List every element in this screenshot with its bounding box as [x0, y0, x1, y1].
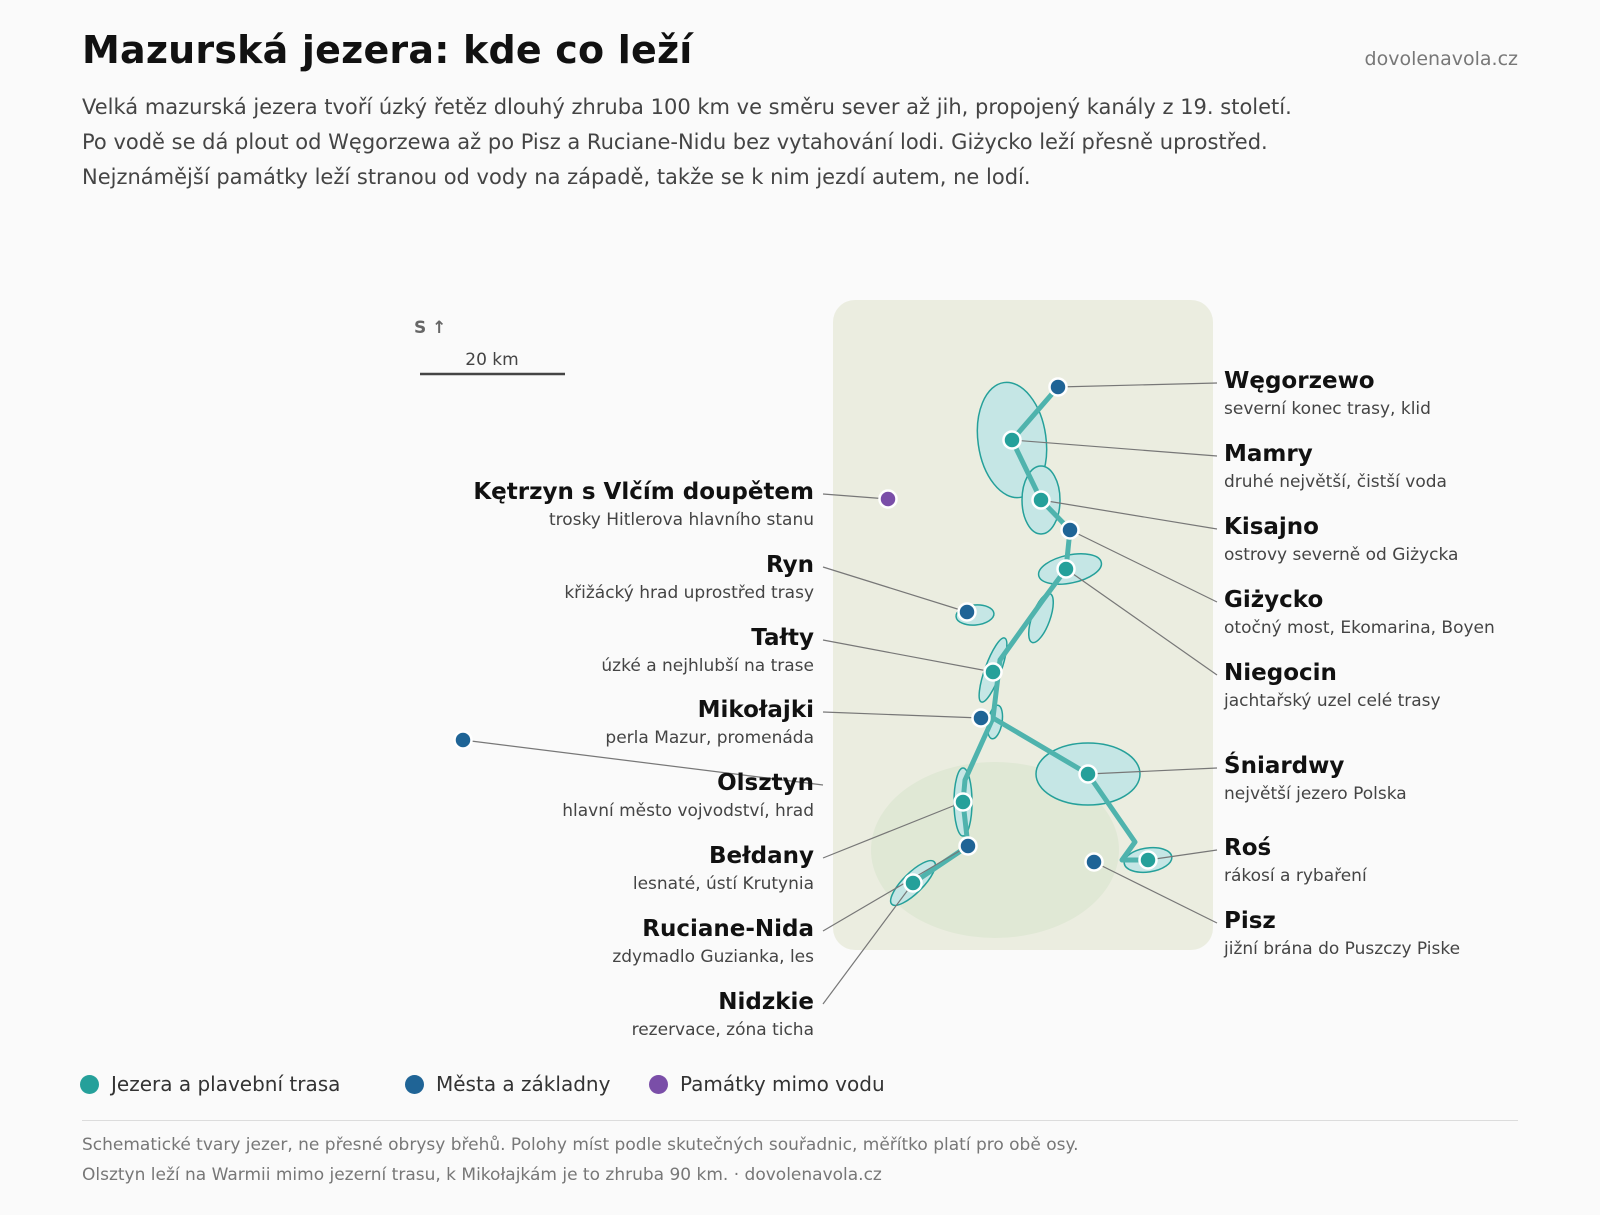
desc-mamry: druhé největší, čistší voda — [1224, 472, 1447, 492]
legend — [80, 1072, 885, 1096]
desc-mikolajki: perla Mazur, promenáda — [605, 728, 814, 748]
label-beldany: Bełdany — [708, 843, 814, 869]
marker-sniardwy[interactable] — [1080, 766, 1097, 783]
label-mikolajki: Mikołajki — [697, 697, 814, 723]
marker-ros[interactable] — [1140, 852, 1157, 869]
desc-beldany: lesnaté, ústí Krutynia — [632, 874, 814, 894]
lake-dot-icon — [80, 1075, 99, 1094]
legend-label: Jezera a plavební trasa — [111, 1072, 341, 1096]
marker-mikolajki[interactable] — [973, 710, 990, 727]
footer-note: Schematické tvary jezer, ne přesné obrysy břehů. Polohy míst podle skutečných souřadnic, měřítko platí pro obě osy. — [82, 1135, 1079, 1155]
desc-ryn: křižácký hrad uprostřed trasy — [564, 583, 814, 603]
label-mamry: Mamry — [1224, 441, 1313, 467]
intro-line: Po vodě se dá plout od Węgorzewa až po Pisz a Ruciane-Nidu bez vytahování lodi. Giżycko leží přesně uprostřed. — [82, 130, 1268, 154]
sight-dot-icon — [649, 1075, 668, 1094]
label-talty: Tałty — [751, 625, 814, 651]
desc-kisajno: ostrovy severně od Giżycka — [1224, 545, 1459, 565]
marker-mamry[interactable] — [1004, 432, 1021, 449]
marker-pisz[interactable] — [1086, 854, 1103, 871]
label-ros: Roś — [1224, 835, 1272, 861]
label-niegocin: Niegocin — [1224, 660, 1337, 686]
intro-line: Velká mazurská jezera tvoří úzký řetěz dlouhý zhruba 100 km ve směru sever až jih, propojený kanály z 19. století. — [82, 95, 1292, 119]
page-title: Mazurská jezera: kde co leží — [82, 28, 693, 72]
label-pisz: Pisz — [1224, 908, 1276, 934]
label-ryn: Ryn — [765, 552, 814, 578]
marker-niegocin[interactable] — [1058, 561, 1075, 578]
label-ketrzyn-s-vlcim-doupetem: Kętrzyn s Vlčím doupětem — [473, 479, 814, 505]
desc-pisz: jižní brána do Puszczy Piske — [1224, 939, 1461, 959]
footer-divider — [82, 1120, 1518, 1121]
label-olsztyn: Olsztyn — [717, 770, 814, 796]
label-kisajno: Kisajno — [1224, 514, 1319, 540]
marker-kisajno[interactable] — [1033, 492, 1050, 509]
label-sniardwy: Śniardwy — [1224, 753, 1345, 779]
marker-gizycko[interactable] — [1062, 522, 1079, 539]
scale-bar-label: 20 km — [465, 350, 519, 370]
desc-gizycko: otočný most, Ekomarina, Boyen — [1224, 618, 1495, 638]
footer-notes — [82, 1130, 1079, 1190]
marker-olsztyn[interactable] — [455, 732, 472, 749]
legend-label: Památky mimo vodu — [680, 1072, 885, 1096]
north-arrow: S ↑ — [414, 318, 447, 338]
marker-wegorzewo[interactable] — [1050, 379, 1067, 396]
desc-ros: rákosí a rybaření — [1224, 866, 1367, 886]
desc-sniardwy: největší jezero Polska — [1224, 784, 1407, 804]
marker-beldany[interactable] — [955, 794, 972, 811]
legend-label: Města a základny — [436, 1072, 611, 1096]
legend-item-lakes — [80, 1072, 405, 1096]
label-ruciane-nida: Ruciane-Nida — [642, 916, 814, 942]
marker-ruciane-nida[interactable] — [960, 838, 977, 855]
desc-olsztyn: hlavní město vojvodství, hrad — [562, 801, 814, 821]
desc-nidzkie: rezervace, zóna ticha — [631, 1020, 814, 1040]
label-wegorzewo: Węgorzewo — [1224, 368, 1375, 394]
marker-nidzkie[interactable] — [905, 875, 922, 892]
desc-wegorzewo: severní konec trasy, klid — [1224, 399, 1431, 419]
marker-talty[interactable] — [985, 664, 1002, 681]
desc-ruciane-nida: zdymadlo Guzianka, les — [612, 947, 814, 967]
desc-niegocin: jachtařský uzel celé trasy — [1224, 691, 1441, 711]
marker-ketrzyn-s-vlcim-doupetem[interactable] — [880, 491, 897, 508]
desc-talty: úzké a nejhlubší na trase — [601, 656, 814, 676]
label-nidzkie: Nidzkie — [718, 989, 814, 1015]
desc-ketrzyn-s-vlcim-doupetem: trosky Hitlerova hlavního stanu — [548, 510, 814, 530]
town-dot-icon — [405, 1075, 424, 1094]
intro-line: Nejznámější památky leží stranou od vody na západě, takže se k nim jezdí autem, ne lodí. — [82, 165, 1031, 189]
brand-label: dovolenavola.cz — [1364, 48, 1518, 70]
marker-ryn[interactable] — [959, 604, 976, 621]
legend-item-sights — [649, 1072, 885, 1096]
legend-item-towns — [405, 1072, 649, 1096]
label-gizycko: Giżycko — [1224, 587, 1324, 613]
footer-note: Olsztyn leží na Warmii mimo jezerní trasu, k Mikołajkám je to zhruba 90 km. · dovolenavola.cz — [82, 1165, 882, 1185]
